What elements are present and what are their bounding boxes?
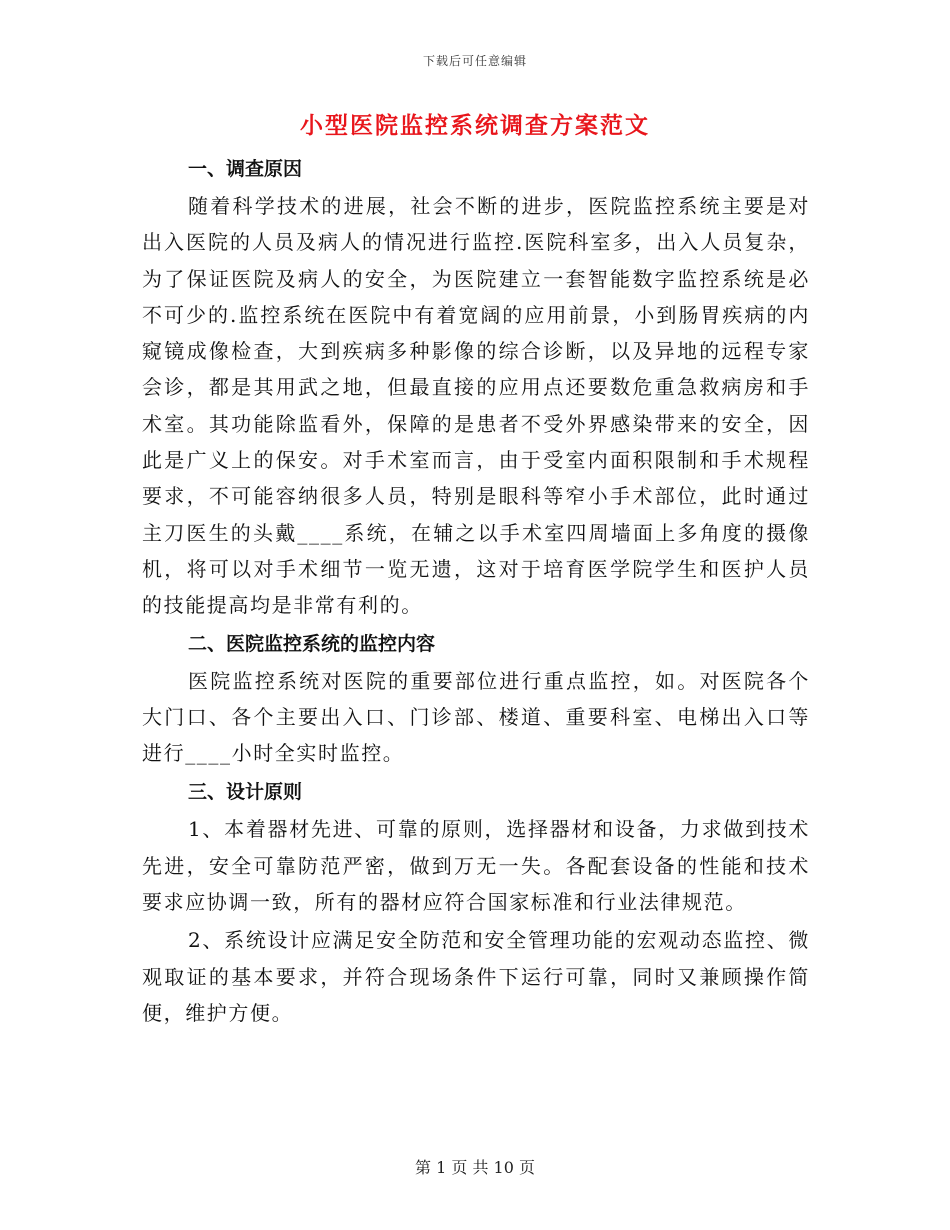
- section-heading: 二、医院监控系统的监控内容: [188, 632, 436, 655]
- header-note: 下载后可任意编辑: [422, 54, 527, 68]
- principle-item: 2、系统设计应满足安全防范和安全管理功能的宏观动态监控、微观取证的基本要求，并符合现场条件下运行可靠，同时又兼顾操作简便，维护方便。: [142, 928, 810, 1025]
- section-design-principles: [142, 773, 810, 1031]
- section-heading: 一、调查原因: [188, 158, 303, 180]
- section-investigation-reason: [142, 150, 810, 624]
- page-indicator: 第 1 页 共 10 页: [415, 1158, 535, 1177]
- document-title: 小型医院监控系统调查方案范文: [300, 112, 650, 139]
- section-paragraph: 医院监控系统对医院的重要部位进行重点监控，如。对医院各个大门口、各个主要出入口、门诊部、楼道、重要科室、电梯出入口等进行____小时全实时监控。: [142, 668, 810, 766]
- section-paragraph: 随着科学技术的进展，社会不断的进步，医院监控系统主要是对出入医院的人员及病人的情况进行监控.医院科室多，出入人员复杂，为了保证医院及病人的安全，为医院建立一套智能数字监控系统是必不可少的.监控系统在医院中有着宽阔的应用前景，小到肠胃疾病的内窥镜成像检查，大到疾病多种影像的综合诊断，以及异地的远程专家会诊，都是其用武之地，但最直接的应用点还要数危重急救病房和手术室。其功能除监看外，保障的是患者不受外界感染带来的安全，因此是广义上的保安。对手术室而言，由于受室内面积限制和手术规程要求，不可能容纳很多人员，特别是眼科等窄小手术部位，此时通过主刀医生的头戴____系统，在辅之以手术室四周墙面上多角度的摄像机，将可以对手术细节一览无遗，这对于培育医学院学生和医护人员的技能提高均是非常有利的。: [142, 194, 810, 618]
- principle-item: 1、本着器材先进、可靠的原则，选择器材和设备，力求做到技术先进，安全可靠防范严密，做到万无一失。各配套设备的性能和技术要求应协调一致，所有的器材应符合国家标准和行业法律规范。: [142, 817, 810, 915]
- document-body: [142, 150, 810, 1031]
- section-monitoring-content: [142, 625, 810, 772]
- section-heading: 三、设计原则: [188, 781, 303, 804]
